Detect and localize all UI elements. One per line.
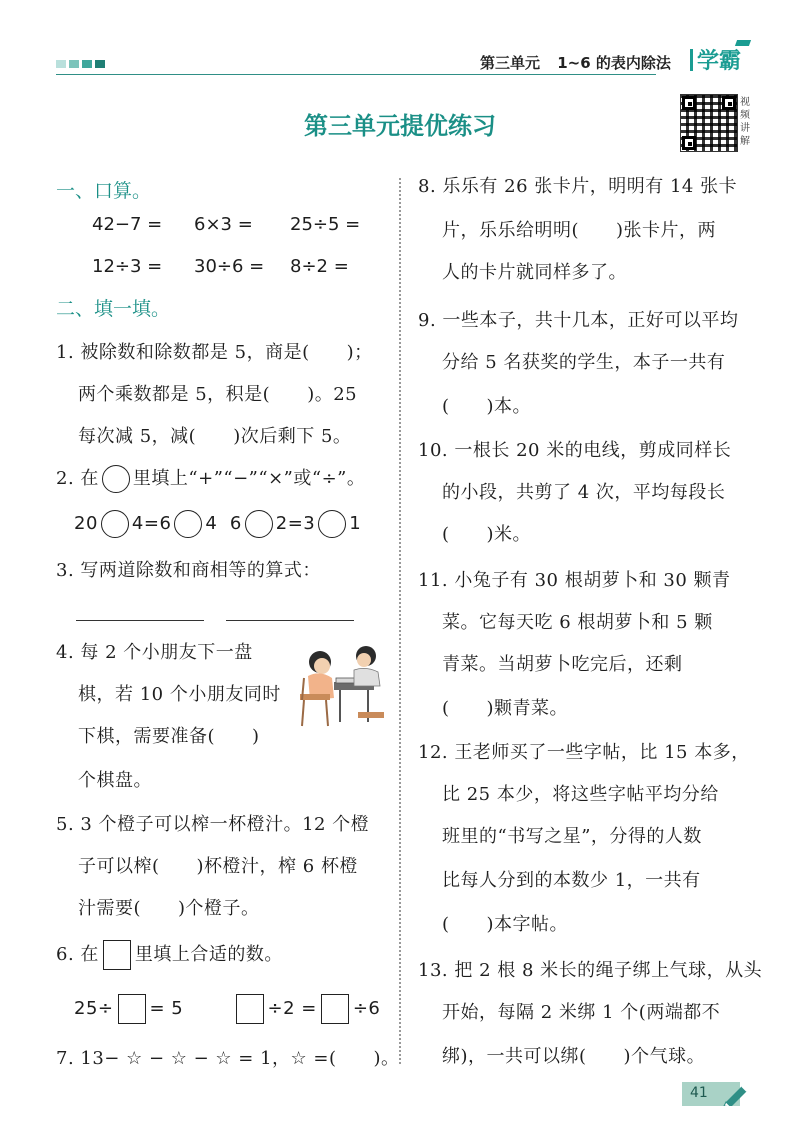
square-icon (103, 940, 131, 970)
children-playing-chess-illustration (296, 642, 388, 728)
q7-line: 7. 13− ☆ − ☆ − ☆ = 1，☆ =( )。 (56, 1048, 400, 1069)
q4-line: 个棋盘。 (78, 770, 152, 791)
brand-bar (690, 49, 693, 71)
q4-line: 4. 每 2 个小朋友下一盘 (56, 642, 253, 663)
header-square (82, 60, 92, 68)
column-divider (399, 178, 401, 1064)
q12-line: 比每人分到的本数少 1，一共有 (442, 870, 701, 891)
q5-line: 5. 3 个橙子可以榨一杯橙汁。12 个橙 (56, 814, 370, 835)
q2-num: 2=3 (275, 513, 316, 534)
q2-num: 20 (74, 513, 98, 534)
brand-logo (690, 44, 741, 75)
header-unit-topic (480, 52, 683, 73)
qr-corner (682, 96, 696, 110)
operator-circle[interactable] (101, 510, 129, 538)
q2-expressions (74, 510, 361, 538)
q11-line: ( )颗青菜。 (442, 698, 569, 719)
q2-num: 1 (349, 513, 362, 534)
q1-line: 1. 被除数和除数都是 5，商是( )； (56, 342, 373, 363)
calc-item: 25÷5 = (290, 214, 361, 235)
answer-box[interactable] (321, 994, 349, 1024)
page-number: 41 (690, 1085, 708, 1101)
qr-code-icon[interactable] (680, 94, 738, 152)
answer-box[interactable] (236, 994, 264, 1024)
q12-line: 班里的“书写之星”，分得的人数 (442, 826, 702, 847)
section-oral-calc: 一、口算。 (56, 180, 152, 202)
q10-line: 10. 一根长 20 米的电线，剪成同样长 (418, 440, 732, 461)
q10-line: ( )米。 (442, 524, 532, 545)
q1-line: 每次减 5，减( )次后剩下 5。 (78, 426, 352, 447)
calc-item: 8÷2 = (290, 256, 349, 277)
q6-part: 25÷ (74, 998, 114, 1019)
q11-line: 青菜。当胡萝卜吃完后，还剩 (442, 654, 683, 675)
calc-item: 6×3 = (194, 214, 253, 235)
q8-line: 人的卡片就同样多了。 (442, 262, 627, 283)
header-unit: 第三单元 (480, 54, 541, 72)
q6-text-a: 6. 在 (56, 944, 99, 965)
q11-line: 菜。它每天吃 6 根胡萝卜和 5 颗 (442, 612, 713, 633)
q13-line: 13. 把 2 根 8 米长的绳子绑上气球，从头 (418, 960, 763, 981)
section-fill-in: 二、填一填。 (56, 298, 171, 320)
q13-line: 开始，每隔 2 米绑 1 个(两端都不 (442, 1002, 721, 1023)
q6-expressions (74, 994, 380, 1024)
q6-line (56, 940, 283, 970)
answer-blank[interactable] (226, 620, 354, 621)
q12-line: ( )本字帖。 (442, 914, 569, 935)
header-square (95, 60, 105, 68)
q9-line: ( )本。 (442, 396, 532, 417)
q1-line: 两个乘数都是 5，积是( )。25 (78, 384, 358, 405)
q6-part: ÷2 = (267, 998, 317, 1019)
brand-text: 学霸 (697, 49, 742, 74)
operator-circle[interactable] (245, 510, 273, 538)
q9-line: 分给 5 名获奖的学生，本子一共有 (442, 352, 726, 373)
circle-icon (102, 465, 130, 493)
q9-line: 9. 一些本子，共十几本，正好可以平均 (418, 310, 739, 331)
page-title: 第三单元提优练习 (304, 112, 496, 140)
q2-num: 4 (205, 513, 218, 534)
q4-line: 棋，若 10 个小朋友同时 (78, 684, 281, 705)
header-topic: 1~6 的表内除法 (557, 54, 671, 72)
q12-line: 12. 王老师买了一些字帖，比 15 本多， (418, 742, 750, 763)
q2-num: 4=6 (131, 513, 172, 534)
q11-line: 11. 小兔子有 30 根胡萝卜和 30 颗青 (418, 570, 731, 591)
operator-circle[interactable] (318, 510, 346, 538)
q6-text-b: 里填上合适的数。 (134, 944, 283, 965)
q2-num: 6 (229, 513, 242, 534)
q5-line: 汁需要( )个橙子。 (78, 898, 260, 919)
qr-corner (682, 136, 696, 150)
q2-text-b: 里填上“+”“−”“×”或“÷”。 (132, 468, 366, 489)
q13-line: 绑)，一共可以绑( )个气球。 (442, 1046, 706, 1067)
q10-line: 的小段，共剪了 4 次，平均每段长 (442, 482, 726, 503)
q8-line: 8. 乐乐有 26 张卡片，明明有 14 张卡 (418, 176, 738, 197)
calc-item: 42−7 = (92, 214, 163, 235)
q3-line: 3. 写两道除数和商相等的算式： (56, 560, 321, 581)
answer-box[interactable] (118, 994, 146, 1024)
q5-line: 子可以榨( )杯橙汁，榨 6 杯橙 (78, 856, 358, 877)
header-decoration (56, 60, 105, 68)
pencil-icon (722, 1082, 750, 1106)
header-rule (56, 74, 656, 75)
header-square (56, 60, 66, 68)
q12-line: 比 25 本少，将这些字帖平均分给 (442, 784, 719, 805)
qr-corner (722, 96, 736, 110)
answer-blank[interactable] (76, 620, 204, 621)
calc-item: 30÷6 = (194, 256, 265, 277)
qr-label: 视频讲解 (740, 97, 750, 147)
graduation-cap-icon (735, 40, 751, 46)
header-square (69, 60, 79, 68)
q2-text-a: 2. 在 (56, 468, 99, 489)
q4-line: 下棋，需要准备( ) (78, 726, 260, 747)
q8-line: 片，乐乐给明明( )张卡片，两 (442, 220, 717, 241)
q2-line (56, 464, 365, 493)
operator-circle[interactable] (174, 510, 202, 538)
calc-item: 12÷3 = (92, 256, 163, 277)
q6-part: ÷6 (352, 998, 381, 1019)
q6-part: = 5 (149, 998, 184, 1019)
